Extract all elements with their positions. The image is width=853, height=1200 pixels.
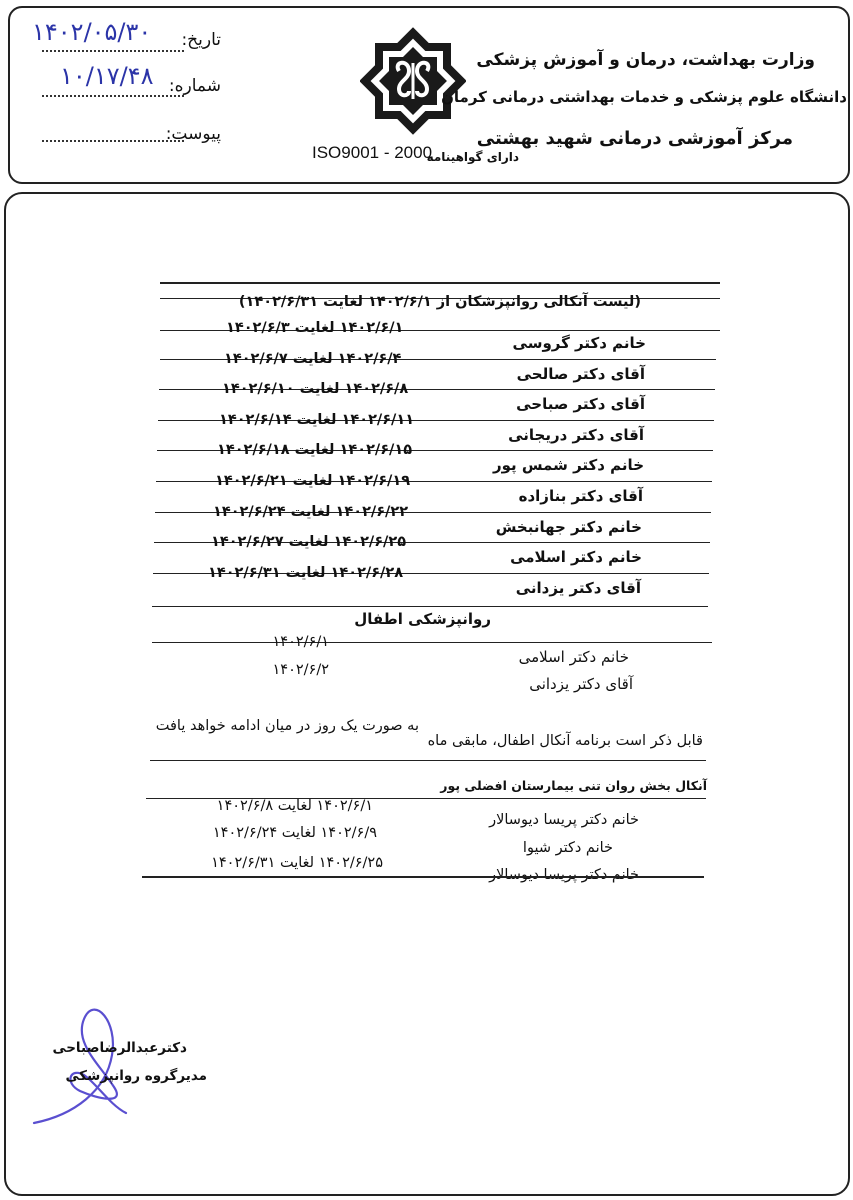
list3-top-rule [150, 760, 706, 761]
university-title: دانشگاه علوم پزشکی و خدمات بهداشتی درمانی کرمان [441, 88, 847, 106]
number-dotted-line [42, 95, 184, 97]
list1-row-name: خانم دکتر اسلامی [510, 548, 642, 567]
list1-row-dates: ۱۴۰۲/۶/۱۹ لغایت ۱۴۰۲/۶/۲۱ [215, 473, 411, 489]
signatory-title: مدیرگروه روانپزشکی [65, 1068, 207, 1084]
list1-bottom-rule [152, 606, 708, 607]
ministry-emblem [360, 22, 466, 140]
list2-note-right: قابل ذکر است برنامه آنکال اطفال، مابقی ماه [427, 733, 703, 749]
center-title: مرکز آموزشی درمانی شهید بهشتی [476, 128, 793, 149]
list1-row-name: خانم دکتر گروسی [512, 334, 646, 352]
list1-row-dates: ۱۴۰۲/۶/۱۵ لغایت ۱۴۰۲/۶/۱۸ [217, 442, 413, 459]
date-handwritten-value: ۱۴۰۲/۰۵/۳۰ [32, 18, 152, 46]
list3-bottom-rule [142, 876, 704, 878]
list3-row-date: ۱۴۰۲/۶/۹ لغایت ۱۴۰۲/۶/۲۴ [212, 825, 377, 841]
list1-row-dates: ۱۴۰۲/۶/۱ لغایت ۱۴۰۲/۶/۳ [226, 320, 404, 336]
list1-row-name: خانم دکتر جهانبخش [495, 517, 642, 536]
list2-row-date: ۱۴۰۲/۶/۱ [272, 634, 329, 650]
list2-row-date: ۱۴۰۲/۶/۲ [272, 662, 329, 678]
list3-row-date: ۱۴۰۲/۶/۱ لغایت ۱۴۰۲/۶/۸ [216, 798, 373, 814]
list1-row-dates: ۱۴۰۲/۶/۴ لغایت ۱۴۰۲/۶/۷ [224, 350, 402, 367]
list3-row-name: خانم دکتر شیوا [522, 840, 613, 856]
list3-title: آنکال بخش روان تنی بیمارستان افضلی پور [440, 778, 707, 793]
list1-row-dates: ۱۴۰۲/۶/۱۱ لغایت ۱۴۰۲/۶/۱۴ [219, 411, 415, 428]
attachment-label: پیوست: [165, 124, 221, 144]
certificate-label: دارای گواهینامه [426, 150, 519, 164]
list1-top-rule [160, 282, 720, 284]
list1-row-dates: ۱۴۰۲/۶/۸ لغایت ۱۴۰۲/۶/۱۰ [222, 381, 409, 398]
ministry-title: وزارت بهداشت، درمان و آموزش پزشکی [476, 50, 815, 70]
list2-note-left: به صورت یک روز در میان ادامه خواهد یافت [155, 718, 419, 734]
number-handwritten-value: ۱۰/۱۷/۴۸ [60, 62, 154, 90]
date-label: تاریخ: [181, 30, 221, 50]
attachment-dotted-line [42, 140, 184, 142]
list1-row-name: آقای دکتر صباحی [516, 395, 645, 414]
date-dotted-line [42, 50, 184, 52]
list1-row-name: آقای دکتر بنازاده [518, 487, 643, 505]
list3-row-name: خانم دکتر پریسا دیوسالار [489, 867, 639, 883]
list3-row-name: خانم دکتر پریسا دیوسالار [489, 812, 639, 828]
list1-row-name: آقای دکتر دریجانی [508, 425, 644, 444]
list1-row-dates: ۱۴۰۲/۶/۲۲ لغایت ۱۴۰۲/۶/۲۴ [213, 503, 409, 520]
signatory-name: دکترعبدالرضاصباحی [52, 1040, 187, 1056]
iso-code: ISO9001 - 2000 [312, 143, 433, 162]
list1-row-dates: ۱۴۰۲/۶/۲۸ لغایت ۱۴۰۲/۶/۳۱ [208, 564, 404, 581]
handwritten-signature [14, 995, 134, 1130]
list1-row-name: آقای دکتر صالحی [516, 364, 645, 383]
list3-row-date: ۱۴۰۲/۶/۲۵ لغایت ۱۴۰۲/۶/۳۱ [211, 855, 383, 871]
list2-row-name: آقای دکتر یزدانی [529, 675, 633, 693]
list2-row-name: خانم دکتر اسلامی [518, 648, 629, 666]
list2-title: روانپزشکی اطفال [354, 610, 491, 628]
list1-row-dates: ۱۴۰۲/۶/۲۵ لغایت ۱۴۰۲/۶/۲۷ [211, 534, 407, 551]
list1-title: (لیست آنکالی روانپزشکان از ۱۴۰۲/۶/۱ لغایت ۱۴۰۲/۶/۳۱) [238, 294, 641, 310]
list1-row-name: آقای دکتر یزدانی [515, 578, 641, 597]
number-label: شماره: [168, 76, 221, 96]
list2-header-rule [152, 642, 712, 643]
list1-row-name: خانم دکتر شمس پور [492, 456, 644, 475]
